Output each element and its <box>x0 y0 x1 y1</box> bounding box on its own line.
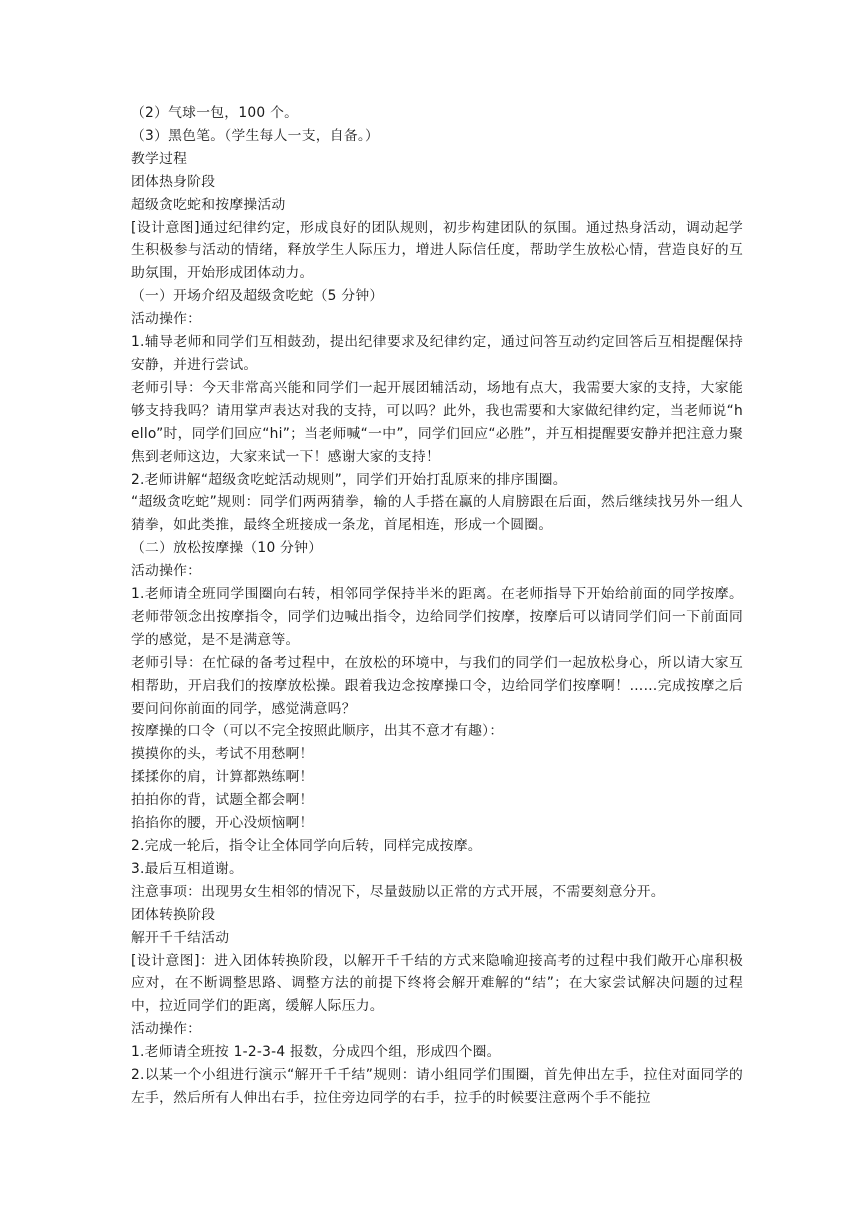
design-intent-paragraph: [设计意图]：进入团体转换阶段，以解开千千结的方式来隐喻迎接高考的过程中我们敞开心扉积极应对，在不断调整思路、调整方法的前提下终将会解开难解的“结”；在大家尝试解决问题的过程中，拉近同学们的距离，缓解人际压力。 <box>131 952 743 1015</box>
activity-label: 活动操作： <box>131 311 202 328</box>
heading-warmup-stage: 团体热身阶段 <box>131 173 216 190</box>
step-paragraph: 1.老师请全班同学围圈向右转，相邻同学保持半米的距离。在老师指导下开始给前面的同学按摩。老师带领念出按摩指令，同学们边喊出指令，边给同学们按摩，按摩后可以请同学们问一下前面同学的感觉，是不是满意等。 <box>131 586 743 648</box>
activity-label: 活动操作： <box>131 1021 202 1038</box>
step-paragraph: 1.老师请全班按 1-2-3-4 报数，分成四个组，形成四个圈。 <box>131 1044 501 1061</box>
heading-snake-massage-activity: 超级贪吃蛇和按摩操活动 <box>131 196 286 213</box>
heading-transition-stage: 团体转换阶段 <box>131 906 216 923</box>
step-paragraph: 2.老师讲解“超级贪吃蛇活动规则”，同学们开始打乱原来的排序围圈。 <box>131 471 567 488</box>
massage-command: 摸摸你的头，考试不用愁啊！ <box>131 746 314 763</box>
heading-teaching-process: 教学过程 <box>131 150 188 167</box>
design-intent-paragraph: [设计意图]通过纪律约定，形成良好的团队规则，初步构建团队的氛围。通过热身活动，调动起学生积极参与活动的情绪，释放学生人际压力，增进人际信任度，帮助学生放松心情，营造良好的互助氛围，开始形成团体动力。 <box>131 219 743 282</box>
rules-paragraph: “超级贪吃蛇”规则：同学们两两猜拳，输的人手搭在赢的人肩膀跟在后面，然后继续找另外一组人猜拳，如此类推，最终全班接成一条龙，首尾相连，形成一个圆圈。 <box>131 494 743 534</box>
section-heading-2: （二）放松按摩操（10 分钟） <box>131 540 323 557</box>
section-heading-1: （一）开场介绍及超级贪吃蛇（5 分钟） <box>131 288 384 305</box>
materials-item-3: （3）黑色笔。（学生每人一支，自备。） <box>131 127 380 144</box>
massage-command: 拍拍你的背，试题全都会啊！ <box>131 792 314 809</box>
teacher-guide-paragraph: 老师引导：在忙碌的备考过程中，在放松的环境中，与我们的同学们一起放松身心，所以请大家互相帮助，开启我们的按摩放松操。跟着我边念按摩操口令，边给同学们按摩啊！……完成按摩之后要问问你前面的同学，感觉满意吗？ <box>131 654 743 717</box>
step-paragraph: 3.最后互相道谢。 <box>131 860 243 877</box>
massage-commands-heading: 按摩操的口令（可以不完全按照此顺序，出其不意才有趣）： <box>131 723 504 740</box>
document-body <box>131 102 743 1110</box>
step-paragraph: 1.辅导老师和同学们互相鼓劲，提出纪律要求及纪律约定，通过问答互动约定回答后互相提醒保持安静，并进行尝试。 <box>131 334 743 373</box>
heading-knot-activity: 解开千千结活动 <box>131 929 230 946</box>
activity-label: 活动操作： <box>131 563 202 580</box>
step-paragraph: 2.以某一个小组进行演示“解开千千结”规则：请小组同学们围圈，首先伸出左手，拉住对面同学的左手，然后所有人伸出右手，拉住旁边同学的右手，拉手的时候要注意两个手不能拉 <box>131 1067 743 1106</box>
teacher-guide-paragraph: 老师引导：今天非常高兴能和同学们一起开展团辅活动，场地有点大，我需要大家的支持，大家能够支持我吗？请用掌声表达对我的支持，可以吗？此外，我也需要和大家做纪律约定，当老师说“hello”时，同学们回应“hi”；当老师喊“一中”，同学们回应“必胜”，并互相提醒要安静并把注意力聚焦到老师这边，大家来试一下！感谢大家的支持！ <box>131 379 743 465</box>
notes-paragraph: 注意事项：出现男女生相邻的情况下，尽量鼓励以正常的方式开展，不需要刻意分开。 <box>131 883 665 900</box>
step-paragraph: 2.完成一轮后，指令让全体同学向后转，同样完成按摩。 <box>131 838 482 854</box>
massage-command: 掐掐你的腰，开心没烦恼啊！ <box>131 815 314 832</box>
massage-command: 揉揉你的肩，计算都熟练啊！ <box>131 769 314 786</box>
materials-item-2: （2）气球一包，100 个。 <box>131 105 299 121</box>
